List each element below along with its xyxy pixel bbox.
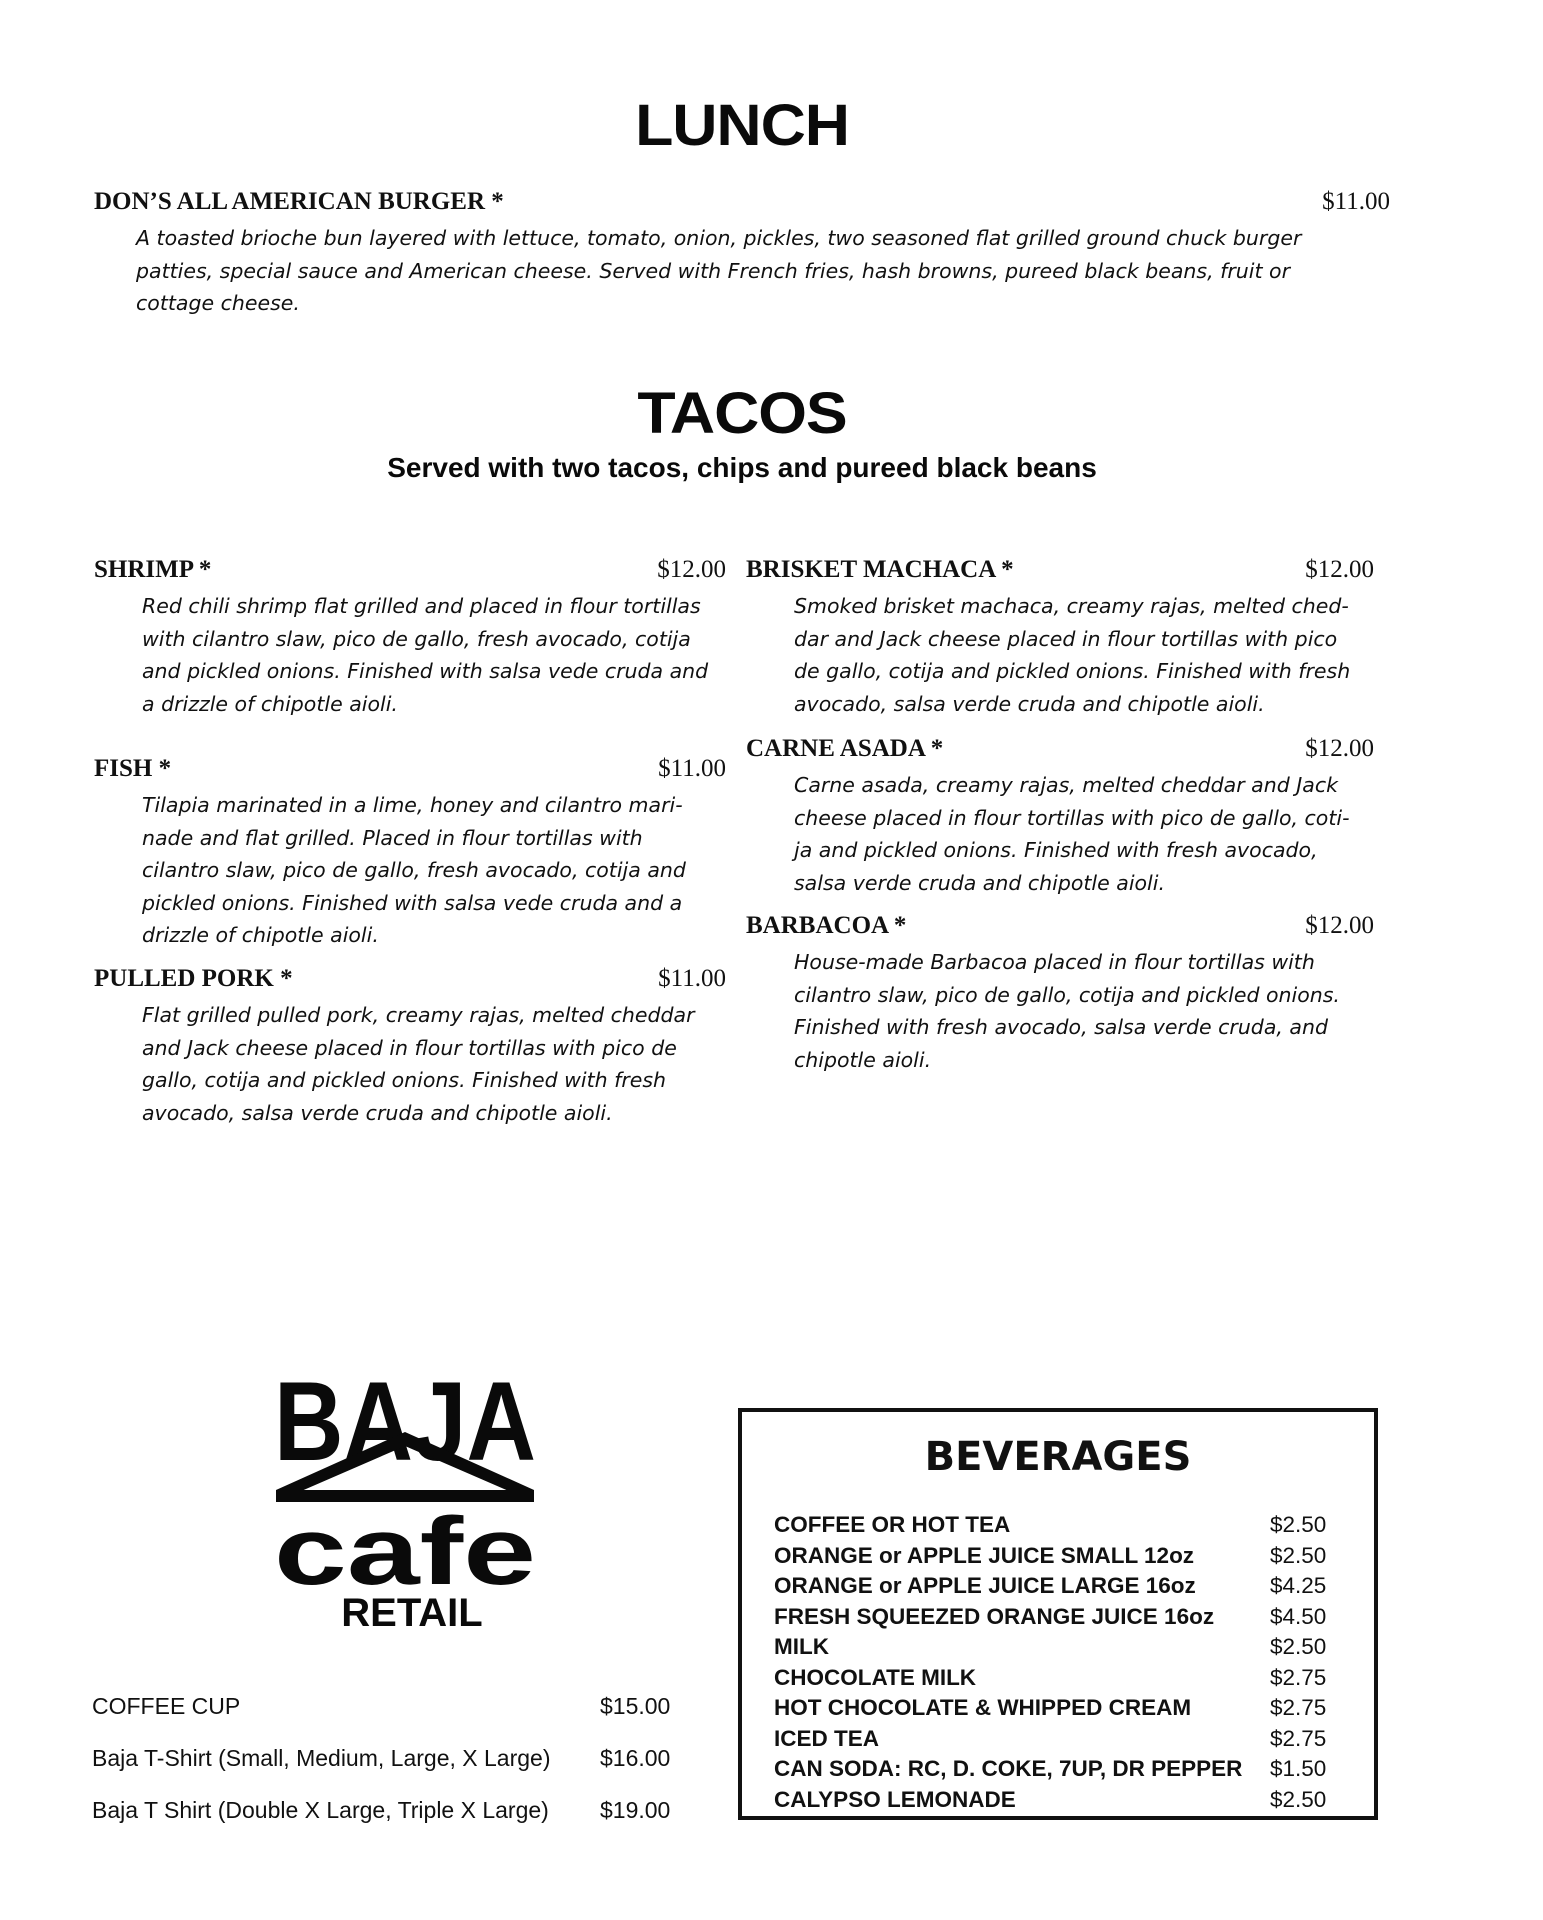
item-price: $11.00 [658, 755, 726, 782]
retail-item-name: COFFEE CUP [92, 1693, 241, 1719]
retail-item-price: $19.00 [600, 1797, 671, 1823]
logo-baja-text: BAJA [274, 1359, 536, 1484]
item-description: Red chili shrimp flat grilled and placed in flour tortillas with cilantro slaw, pico de gallo, fresh avocado, cotija and pickled onions. Finished with salsa vede cruda and a drizzle of chipotle aioli. [142, 594, 709, 716]
beverage-price: $2.75 [1270, 1695, 1327, 1720]
beverage-name: ORANGE or APPLE JUICE LARGE 16oz [774, 1573, 1196, 1598]
menu-item-burger [94, 188, 1390, 320]
lunch-heading: LUNCH [635, 93, 849, 158]
beverage-item [774, 1665, 1334, 1695]
item-description: A toasted brioche bun layered with lettuce, tomato, onion, pickles, two seasoned flat grilled ground chuck burger patties, special sauce and American cheese. Served with French fries, hash browns, pureed black beans, fruit or cottage cheese. [136, 226, 1302, 315]
beverage-item [774, 1634, 1334, 1664]
beverage-price: $2.50 [1270, 1542, 1327, 1568]
beverage-price: $2.50 [1270, 1634, 1327, 1659]
beverages-heading: BEVERAGES [924, 1434, 1192, 1480]
beverage-item [774, 1695, 1334, 1725]
retail-item-name: Baja T Shirt (Double X Large, Triple X Large) [92, 1797, 549, 1823]
item-price: $11.00 [1322, 188, 1390, 215]
item-name: SHRIMP * [94, 556, 212, 583]
retail-item-price: $15.00 [600, 1693, 671, 1719]
beverage-name: CALYPSO LEMONADE [774, 1786, 1016, 1812]
item-description: House-made Barbacoa placed in flour tortillas with cilantro slaw, pico de gallo, cotija and pickled onions. Finished with fresh avocado, salsa verde cruda, and chipotle aioli. [794, 950, 1340, 1072]
beverage-price: $4.50 [1270, 1603, 1327, 1629]
item-price: $12.00 [1305, 912, 1374, 939]
beverage-name: HOT CHOCOLATE & WHIPPED CREAM [774, 1695, 1192, 1720]
beverage-item [774, 1756, 1334, 1786]
beverage-name: ORANGE or APPLE JUICE SMALL 12oz [774, 1542, 1195, 1568]
menu-item-brisket-machaca [746, 556, 1374, 720]
item-name: PULLED PORK * [94, 965, 293, 992]
beverage-item [774, 1726, 1334, 1756]
item-description: Carne asada, creamy rajas, melted cheddar and Jack cheese placed in flour tortillas with pico de gallo, coti- ja and pickled onions. Finished with fresh avocado, salsa verde cruda and chipotle aioli. [794, 773, 1350, 895]
logo-retail-text: RETAIL [341, 1591, 483, 1635]
item-price: $12.00 [1305, 556, 1374, 583]
beverage-item [774, 1512, 1334, 1542]
item-name: DON’S ALL AMERICAN BURGER * [94, 188, 504, 215]
retail-item [92, 1745, 672, 1781]
beverage-item [774, 1787, 1334, 1815]
menu-item-barbacoa [746, 912, 1374, 1076]
beverage-price: $2.75 [1270, 1725, 1327, 1751]
beverage-price: $2.50 [1270, 1512, 1327, 1537]
beverage-name: CHOCOLATE MILK [774, 1664, 977, 1690]
beverage-price: $4.25 [1270, 1573, 1327, 1598]
beverage-name: FRESH SQUEEZED ORANGE JUICE 16oz [774, 1603, 1215, 1629]
menu-item-fish [94, 755, 726, 952]
item-price: $12.00 [657, 556, 726, 583]
menu-item-shrimp [94, 556, 726, 720]
item-name: FISH * [94, 755, 172, 782]
tacos-heading: TACOS [637, 381, 847, 446]
item-name: BARBACOA * [746, 912, 907, 939]
item-name: CARNE ASADA * [746, 735, 944, 762]
menu-item-carne-asada [746, 735, 1374, 899]
beverage-item [774, 1543, 1334, 1573]
baja-cafe-retail-logo [270, 1359, 540, 1635]
retail-item-name: Baja T-Shirt (Small, Medium, Large, X Large) [92, 1745, 551, 1771]
beverage-price: $1.50 [1270, 1756, 1327, 1781]
beverage-name: ICED TEA [774, 1725, 880, 1751]
item-price: $11.00 [658, 965, 726, 992]
item-name: BRISKET MACHACA * [746, 556, 1014, 583]
logo-cafe-text: cafe [274, 1498, 536, 1605]
retail-item-price: $16.00 [600, 1745, 671, 1771]
beverage-price: $2.75 [1270, 1664, 1327, 1690]
item-description: Flat grilled pulled pork, creamy rajas, melted cheddar and Jack cheese placed in flour tortillas with pico de gallo, cotija and pickled onions. Finished with fresh avocado, salsa verde cruda and chipotle aioli. [142, 1003, 695, 1125]
item-price: $12.00 [1305, 735, 1374, 762]
beverages-box [738, 1408, 1378, 1820]
item-description: Tilapia marinated in a lime, honey and cilantro mari- nade and flat grilled. Placed in flour tortillas with cilantro slaw, pico de gallo, fresh avocado, cotija and pickled onions. Finished with salsa vede cruda and a drizzle of chipotle aioli. [142, 793, 686, 947]
retail-item [92, 1797, 672, 1833]
beverage-name: MILK [774, 1634, 829, 1659]
beverage-item [774, 1573, 1334, 1603]
retail-item [92, 1693, 672, 1729]
tacos-subtitle: Served with two tacos, chips and pureed black beans [387, 452, 1097, 483]
beverage-item [774, 1604, 1334, 1634]
menu-item-pulled-pork [94, 965, 726, 1129]
item-description: Smoked brisket machaca, creamy rajas, melted ched- dar and Jack cheese placed in flour tortillas with pico de gallo, cotija and pickled onions. Finished with fresh avocado, salsa verde cruda and chipotle aioli. [794, 594, 1351, 716]
beverage-name: COFFEE OR HOT TEA [774, 1512, 1011, 1537]
beverage-name: CAN SODA: RC, D. COKE, 7UP, DR PEPPER [774, 1756, 1243, 1781]
beverage-price: $2.50 [1270, 1786, 1327, 1812]
